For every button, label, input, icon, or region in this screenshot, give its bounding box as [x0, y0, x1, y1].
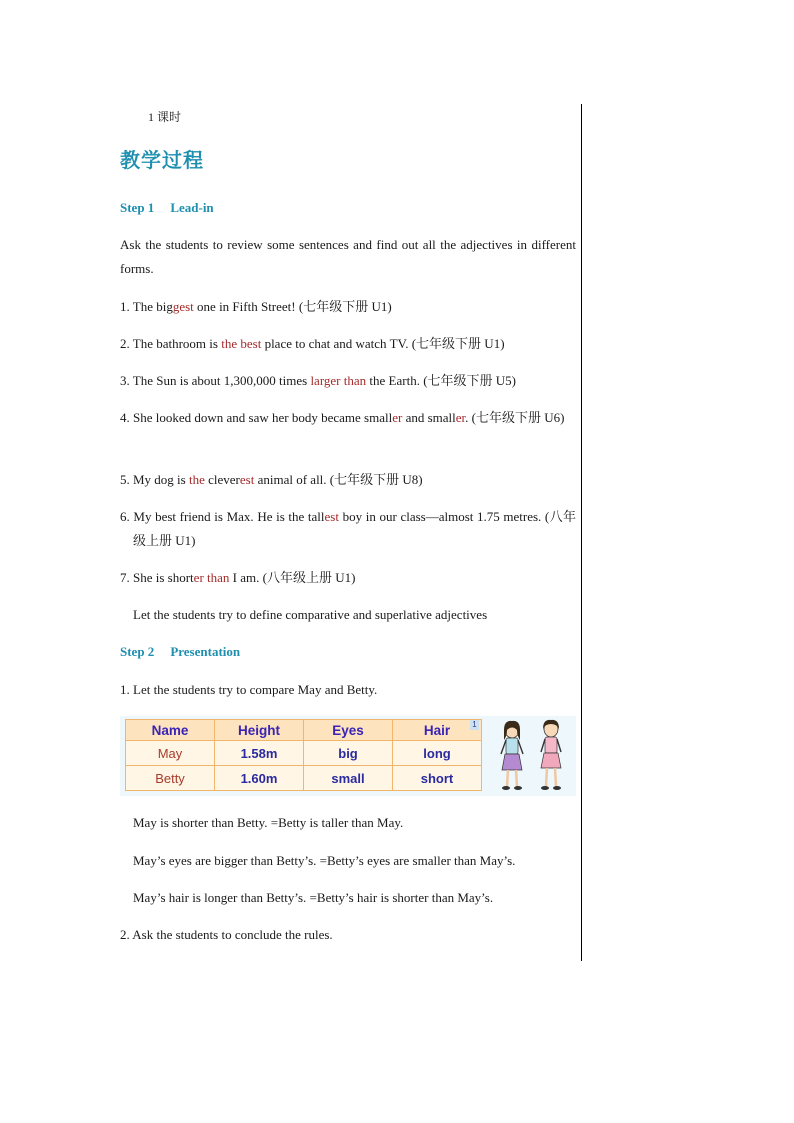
sentence-text: boy in our class—almost 1.75 metres. (八年级上册 U1) [133, 509, 577, 548]
sentence-6 [120, 505, 576, 553]
table-cell: short [393, 766, 482, 791]
step1-label: Step 1 [120, 200, 155, 215]
define-instruction: Let the students try to define comparative and superlative adjectives [133, 607, 488, 622]
sentence-text: 7. She is short [120, 570, 194, 585]
sentence-2 [120, 332, 576, 356]
table-header: Height [215, 720, 304, 741]
section-title: 教学过程 [120, 148, 204, 172]
step1-heading [120, 196, 576, 220]
table-cell: small [304, 766, 393, 791]
margin-rule [581, 104, 582, 961]
highlight: the [188, 472, 205, 487]
sentence-text: place to chat and watch TV. (七年级下册 U1) [261, 336, 505, 351]
sentence-text: . (七年级下册 U6) [465, 410, 565, 425]
sentence-text: and small [402, 410, 456, 425]
comparison-1: May is shorter than Betty. =Betty is taller than May. [133, 815, 404, 830]
comparison-2: May’s eyes are bigger than Betty’s. =Betty’s eyes are smaller than May’s. [133, 853, 516, 868]
sentence-text: I am. (八年级上册 U1) [229, 570, 356, 585]
step2-name: Presentation [170, 644, 241, 659]
girl-may-illustration [501, 721, 523, 790]
comparison-figure [120, 716, 576, 796]
girls-illustration [495, 718, 573, 794]
highlight: larger than [310, 373, 367, 388]
table-cell: May [126, 741, 215, 766]
sentence-text: 2. The bathroom is [120, 336, 222, 351]
table-header: Name [126, 720, 215, 741]
sentence-text: 6. My best friend is Max. He is the tall [120, 509, 325, 524]
sentence-1 [120, 295, 576, 319]
comparison-3: May’s hair is longer than Betty’s. =Betty’s hair is shorter than May’s. [133, 890, 494, 905]
table-header-row [126, 720, 482, 741]
sentence-text: clever [204, 472, 240, 487]
table-row [126, 741, 482, 766]
highlight: er [392, 410, 403, 425]
sentence-text: 3. The Sun is about 1,300,000 times [120, 373, 311, 388]
table-cell: Betty [126, 766, 215, 791]
sentence-7 [120, 566, 576, 590]
sentence-text: animal of all. (七年级下册 U8) [254, 472, 423, 487]
table-row [126, 766, 482, 791]
table-header: Eyes [304, 720, 393, 741]
step2-item1: 1. Let the students try to compare May and Betty. [120, 682, 378, 697]
sentence-4 [120, 406, 576, 430]
highlight: est [239, 472, 255, 487]
girl-betty-illustration [541, 720, 561, 790]
comparison-table [125, 719, 482, 791]
sentence-5 [120, 468, 576, 492]
table-cell: 1.60m [215, 766, 304, 791]
lesson-count: 1 课时 [148, 110, 182, 124]
table-cell: big [304, 741, 393, 766]
table-header: Hair [393, 720, 482, 741]
sentence-text: one in Fifth Street! (七年级下册 U1) [193, 299, 392, 314]
highlight: er than [193, 570, 230, 585]
highlight: est [324, 509, 339, 524]
step1-intro: Ask the students to review some sentences and find out all the adjectives in different forms. [120, 237, 576, 276]
highlight: er [455, 410, 466, 425]
step1-name: Lead-in [170, 200, 214, 215]
step2-label: Step 2 [120, 644, 155, 659]
sentence-text: 5. My dog is [120, 472, 189, 487]
figure-badge: 1 [470, 720, 479, 730]
sentence-text: the Earth. (七年级下册 U5) [366, 373, 516, 388]
sentence-3 [120, 369, 576, 393]
table-cell: 1.58m [215, 741, 304, 766]
table-cell: long [393, 741, 482, 766]
sentence-text: 1. The big [120, 299, 173, 314]
highlight: gest [172, 299, 194, 314]
step2-item2: 2. Ask the students to conclude the rules. [120, 927, 333, 942]
step2-heading [120, 640, 576, 664]
sentence-text: 4. She looked down and saw her body became small [120, 410, 393, 425]
highlight: the best [221, 336, 262, 351]
